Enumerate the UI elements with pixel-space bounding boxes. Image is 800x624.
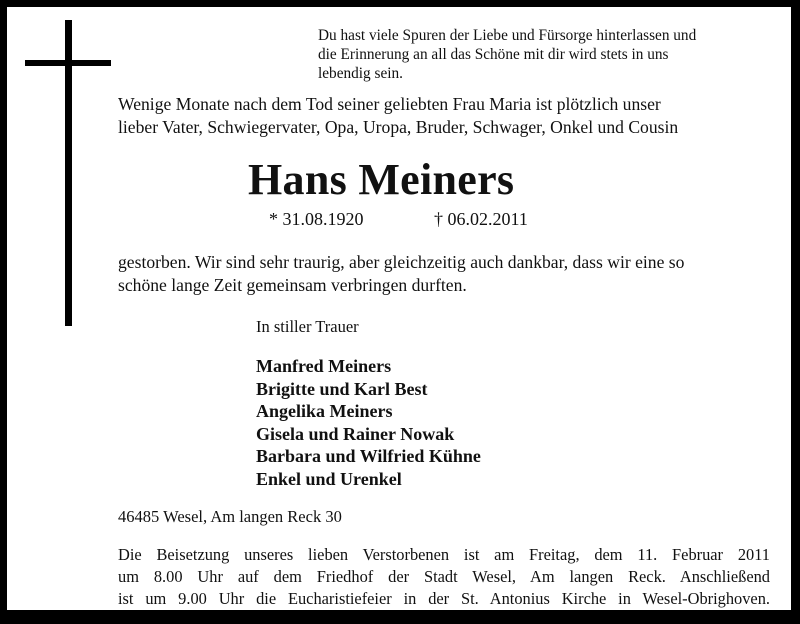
cross-horizontal-bar: [25, 60, 111, 66]
closing-text: [118, 251, 684, 296]
birth-date: * 31.08.1920: [269, 209, 364, 229]
intro-text: [118, 93, 678, 138]
verse: [318, 26, 696, 83]
family-list: [256, 355, 481, 490]
family-member: Barbara und Wilfried Kühne: [256, 446, 481, 466]
family-member: Brigitte und Karl Best: [256, 378, 428, 399]
funeral-line: um 8.00 Uhr auf dem Friedhof der Stadt Wesel, Am langen Reck. Anschließend: [118, 567, 770, 586]
obituary-notice: [7, 7, 791, 610]
intro-line: lieber Vater, Schwiegervater, Opa, Uropa, Bruder, Schwager, Onkel und Cousin: [118, 116, 679, 137]
funeral-line: Die Beisetzung unseres lieben Verstorbenen ist am Freitag, dem 11. Februar 2011: [118, 545, 770, 564]
verse-line: lebendig sein.: [318, 65, 403, 82]
deceased-name: Hans Meiners: [248, 155, 515, 204]
family-member: Enkel und Urenkel: [256, 468, 402, 489]
funeral-line: ist um 9.00 Uhr die Eucharistiefeier in der St. Antonius Kirche in Wesel-Obrighoven.: [118, 589, 770, 608]
intro-line: Wenige Monate nach dem Tod seiner geliebten Frau Maria ist plötzlich unser: [118, 94, 661, 114]
verse-line: die Erinnerung an all das Schöne mit dir wird stets in uns: [318, 46, 669, 63]
closing-line: gestorben. Wir sind sehr traurig, aber gleichzeitig auch dankbar, dass wir eine so: [118, 252, 685, 272]
verse-line: Du hast viele Spuren der Liebe und Fürsorge hinterlassen und: [318, 27, 697, 44]
funeral-info: [118, 544, 770, 610]
family-member: Manfred Meiners: [256, 356, 392, 376]
address: 46485 Wesel, Am langen Reck 30: [118, 507, 342, 526]
death-date: † 06.02.2011: [434, 209, 528, 229]
closing-line: schöne lange Zeit gemeinsam verbringen durften.: [118, 274, 467, 295]
family-member: Angelika Meiners: [256, 401, 393, 421]
family-member: Gisela und Rainer Nowak: [256, 423, 455, 444]
mourning-phrase: In stiller Trauer: [256, 317, 359, 336]
